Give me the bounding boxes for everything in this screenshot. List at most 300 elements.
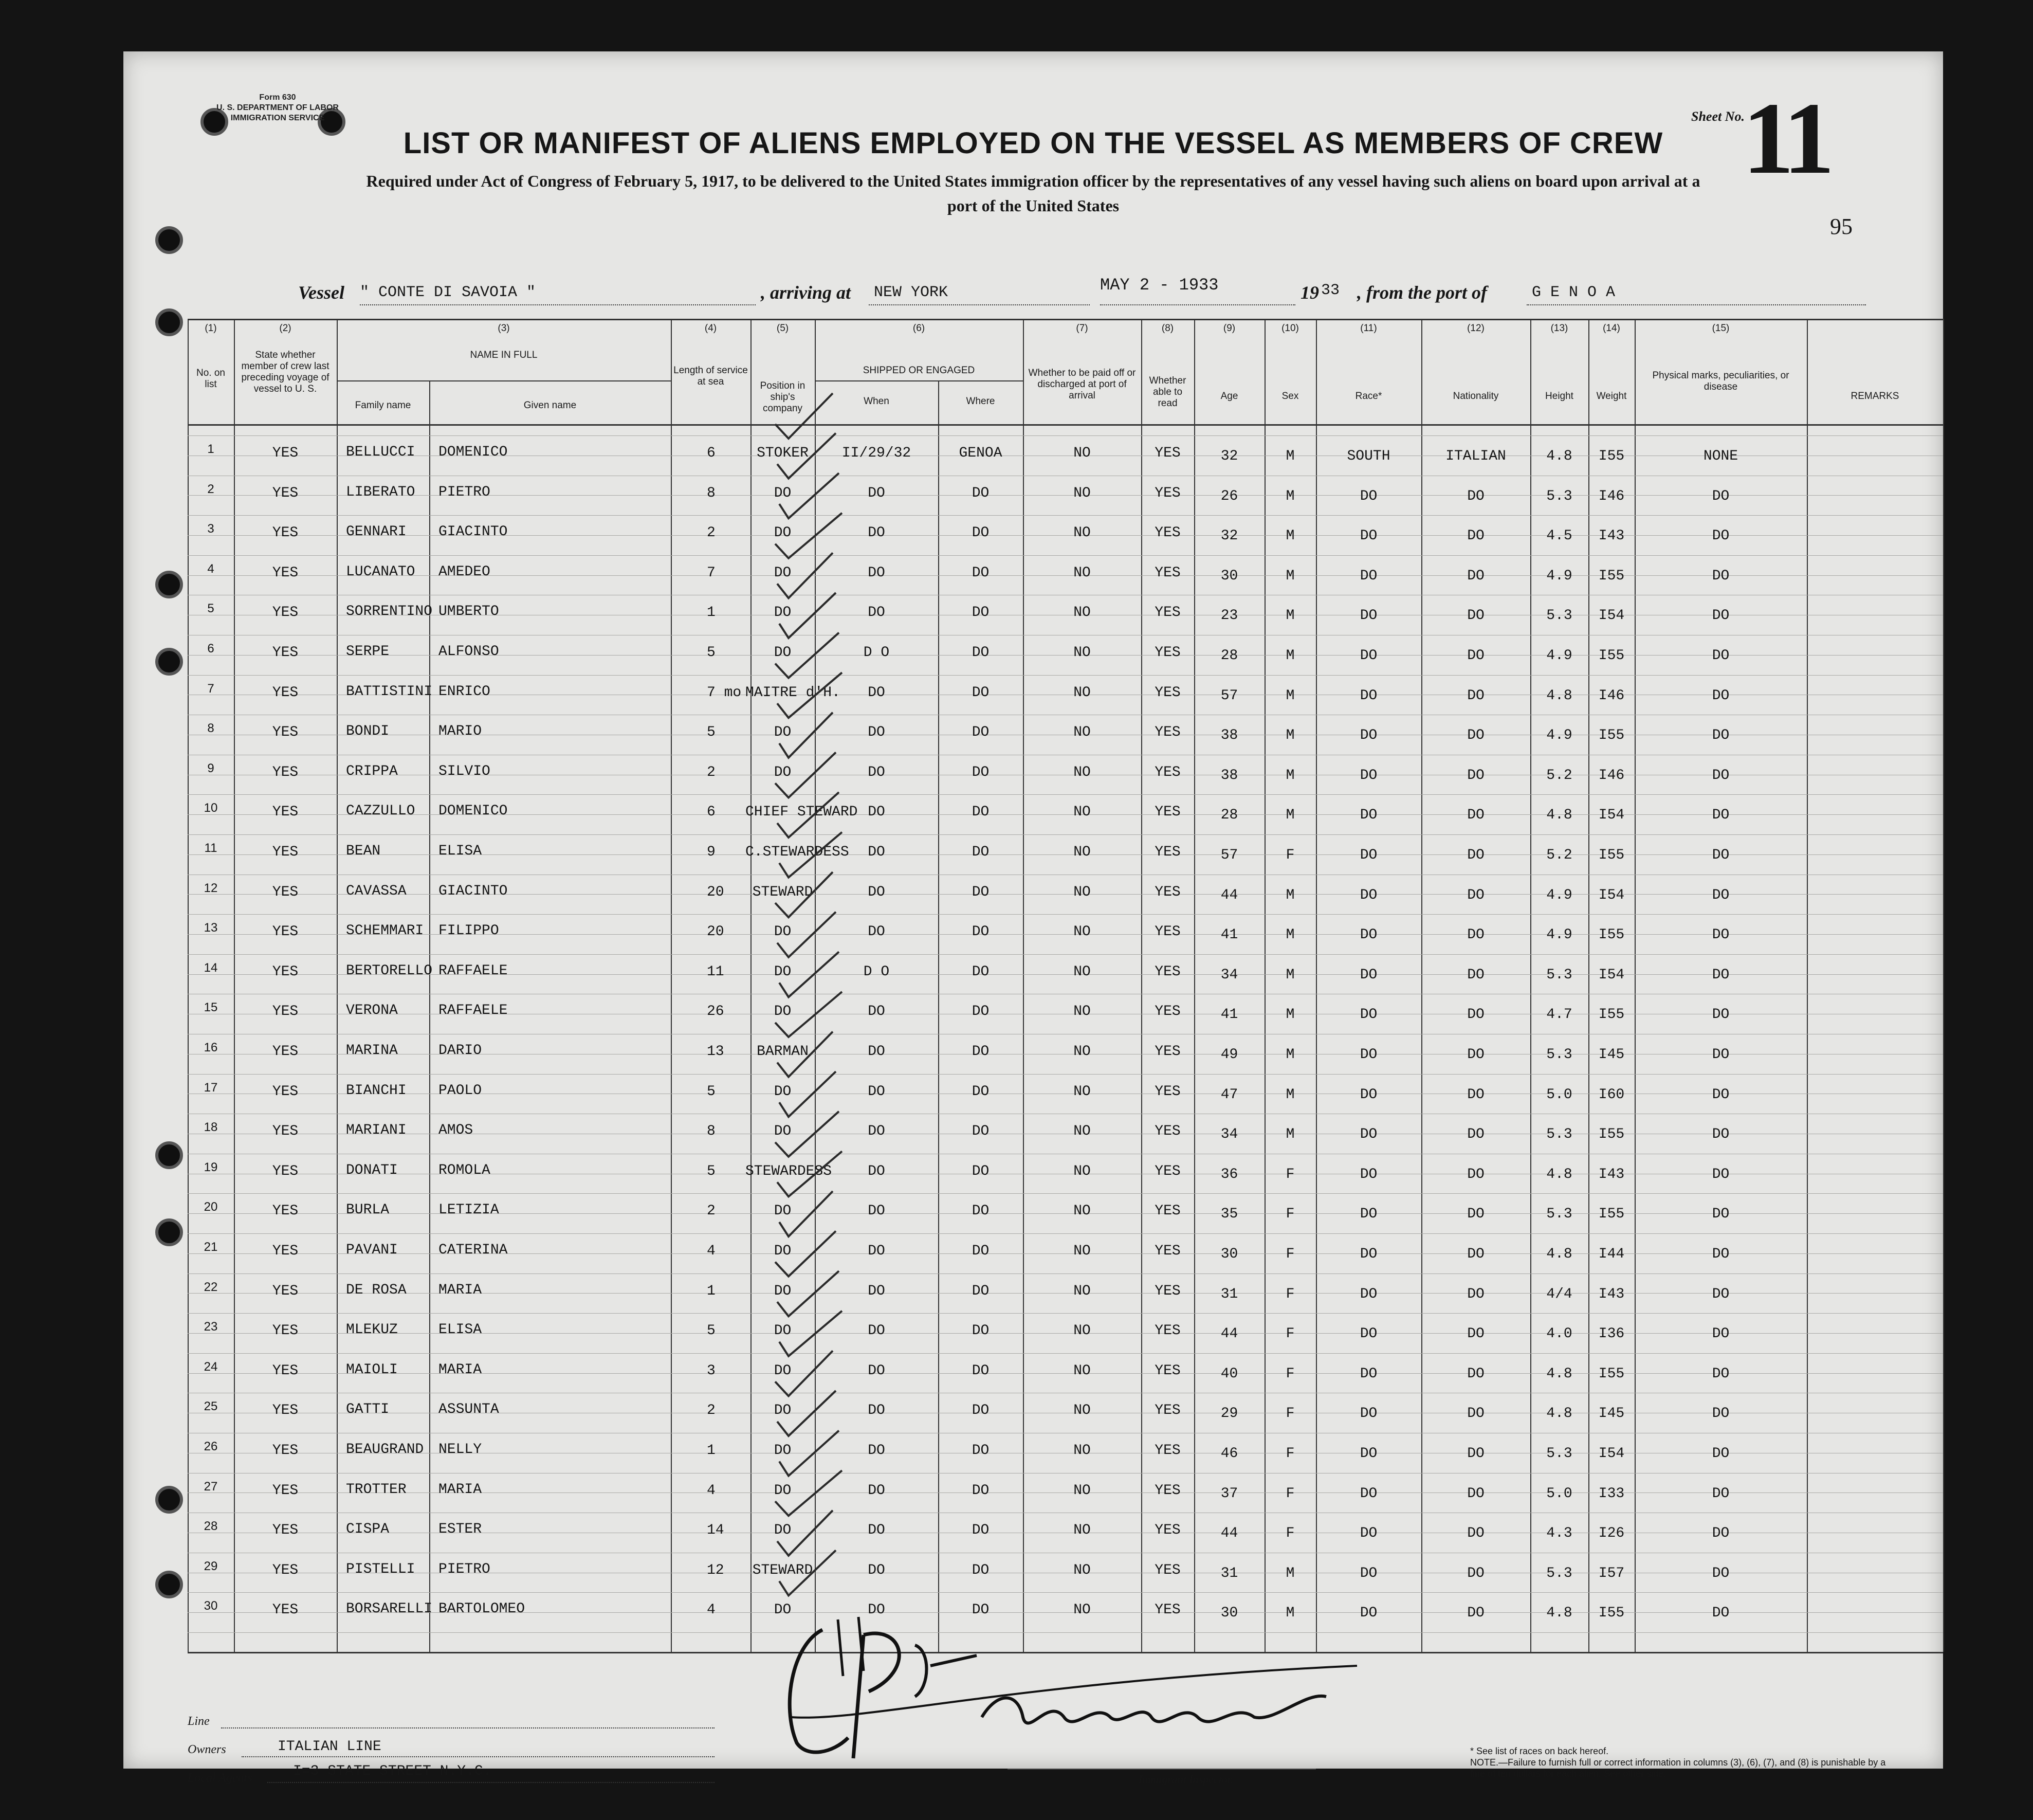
row-number: 25 <box>204 1399 218 1414</box>
able-read: YES <box>1155 1083 1181 1100</box>
given-name: RAFFAELE <box>438 1003 508 1019</box>
position: DO <box>774 1083 792 1100</box>
check-mark <box>779 952 839 997</box>
physical-marks: DO <box>1712 1565 1730 1581</box>
weight: I43 <box>1598 1166 1625 1182</box>
check-mark <box>779 593 836 638</box>
header-height: Height <box>1545 391 1573 402</box>
able-read: YES <box>1155 1044 1181 1060</box>
col-num-11: (11) <box>1360 323 1377 334</box>
races-note: * See list of races on back hereof. <box>1470 1746 1609 1756</box>
race: DO <box>1360 967 1378 983</box>
paid-off: NO <box>1073 605 1091 621</box>
subtitle-line-2: port of the United States <box>947 196 1120 215</box>
col-num-7: (7) <box>1076 323 1088 334</box>
member-status: YES <box>272 1443 299 1459</box>
given-name: GIACINTO <box>438 883 508 899</box>
given-name: DARIO <box>438 1043 482 1059</box>
paid-off: NO <box>1073 1083 1091 1100</box>
check-mark <box>775 872 833 917</box>
header-weight: Weight <box>1596 391 1627 402</box>
weight: I45 <box>1598 1047 1625 1063</box>
race: DO <box>1360 1326 1378 1342</box>
nationality: DO <box>1467 1126 1485 1143</box>
weight: I55 <box>1598 1007 1625 1023</box>
member-status: YES <box>272 1522 299 1539</box>
header-no-on-list: No. on list <box>196 368 225 390</box>
table-row <box>188 604 1943 644</box>
age: 44 <box>1220 887 1238 903</box>
row-number: 16 <box>204 1041 218 1054</box>
race: DO <box>1360 1007 1378 1023</box>
nationality: DO <box>1467 1206 1485 1223</box>
given-name: PIETRO <box>438 1561 490 1577</box>
physical-marks: DO <box>1712 1086 1730 1103</box>
length-service: 20 <box>707 884 724 900</box>
shipped-where: DO <box>972 844 990 860</box>
age: 34 <box>1220 967 1238 983</box>
header-remarks: REMARKS <box>1851 391 1899 402</box>
able-read: YES <box>1155 884 1181 900</box>
paid-off: NO <box>1073 1522 1091 1539</box>
physical-marks: DO <box>1712 1446 1730 1462</box>
height: 5.3 <box>1546 608 1572 624</box>
member-status: YES <box>272 1123 299 1140</box>
department-name: U. S. DEPARTMENT OF LABOR <box>216 103 339 112</box>
weight: I26 <box>1598 1525 1625 1542</box>
height: 4.8 <box>1546 448 1572 464</box>
check-mark <box>777 792 839 838</box>
header-able-read: Whether able to read <box>1149 375 1186 409</box>
col-num-3: (3) <box>498 323 510 334</box>
length-service: 4 <box>707 1602 716 1618</box>
member-status: YES <box>272 1323 299 1339</box>
punch-hole <box>155 571 183 598</box>
member-status: YES <box>272 525 299 541</box>
nationality: DO <box>1467 807 1485 824</box>
height: 5.3 <box>1546 1206 1572 1223</box>
col-num-4: (4) <box>704 323 717 334</box>
family-name: GATTI <box>346 1402 390 1418</box>
member-status: YES <box>272 1602 299 1618</box>
col-num-10: (10) <box>1281 323 1299 334</box>
from-port: G E N O A <box>1532 284 1616 301</box>
given-name: AMEDEO <box>438 563 490 580</box>
shipped-when: DO <box>868 1562 885 1578</box>
given-name: UMBERTO <box>438 604 499 620</box>
position: DO <box>774 1482 792 1499</box>
able-read: YES <box>1155 1123 1181 1140</box>
check-mark <box>775 1351 833 1396</box>
member-status: YES <box>272 445 299 461</box>
sex: F <box>1286 1446 1295 1462</box>
shipped-when: II/29/32 <box>841 445 911 461</box>
row-number: 18 <box>204 1120 218 1135</box>
height: 4.9 <box>1546 887 1572 903</box>
check-mark <box>775 1112 839 1157</box>
able-read: YES <box>1155 804 1181 821</box>
race: DO <box>1360 1047 1378 1063</box>
nationality: DO <box>1467 568 1485 584</box>
shipped-when: DO <box>868 1123 885 1140</box>
height: 4.8 <box>1546 687 1572 704</box>
length-service: 5 <box>707 645 716 661</box>
able-read: YES <box>1155 764 1181 780</box>
age: 46 <box>1220 1446 1238 1462</box>
position: BARMAN <box>757 1044 809 1060</box>
length-service: 2 <box>707 764 716 780</box>
from-label: , from the port of <box>1357 282 1488 303</box>
weight: I55 <box>1598 568 1625 584</box>
line-label: Line <box>188 1715 210 1728</box>
nationality: DO <box>1467 687 1485 704</box>
race: DO <box>1360 1605 1378 1622</box>
shipped-where: DO <box>972 645 990 661</box>
age: 49 <box>1220 1047 1238 1063</box>
able-read: YES <box>1155 1602 1181 1618</box>
row-number: 28 <box>204 1519 218 1534</box>
race: DO <box>1360 648 1378 664</box>
check-mark <box>775 393 833 439</box>
check-mark <box>775 513 842 558</box>
physical-marks: DO <box>1712 1485 1730 1502</box>
sex: F <box>1286 1246 1295 1262</box>
shipped-where: DO <box>972 1482 990 1499</box>
physical-marks: DO <box>1712 1126 1730 1143</box>
position: DO <box>774 565 792 581</box>
sex: M <box>1286 1565 1295 1581</box>
able-read: YES <box>1155 485 1181 501</box>
given-name: BARTOLOMEO <box>438 1601 525 1617</box>
family-name: CAZZULLO <box>346 803 415 820</box>
row-number: 11 <box>204 841 217 855</box>
column-divider <box>1943 319 1944 1652</box>
physical-marks: DO <box>1712 488 1730 504</box>
position: DO <box>774 525 792 541</box>
member-status: YES <box>272 485 299 501</box>
position: DO <box>774 1004 792 1020</box>
physical-marks: DO <box>1712 847 1730 863</box>
shipped-where: DO <box>972 1243 990 1259</box>
header-member-status: State whether member of crew last preceding voyage of vessel to U. S. <box>241 350 329 394</box>
table-row <box>188 1200 1943 1243</box>
check-mark <box>775 752 836 797</box>
shipped-when: D O <box>863 963 890 980</box>
shipped-when: DO <box>868 1602 885 1618</box>
nationality: DO <box>1467 1446 1485 1462</box>
table-row <box>188 1120 1943 1163</box>
nationality: DO <box>1467 608 1485 624</box>
row-guide-line <box>188 435 1943 436</box>
given-name: ESTER <box>438 1521 482 1538</box>
physical-marks: DO <box>1712 727 1730 744</box>
table-row <box>188 442 1943 485</box>
header-name-in-full: NAME IN FULL <box>470 350 538 360</box>
shipped-where: DO <box>972 804 990 821</box>
row-number: 23 <box>204 1320 218 1334</box>
shipped-when: DO <box>868 1482 885 1499</box>
given-name: RAFFAELE <box>438 962 508 979</box>
able-read: YES <box>1155 724 1181 741</box>
age: 38 <box>1220 767 1238 784</box>
race: DO <box>1360 1166 1378 1182</box>
length-service: 1 <box>707 1443 716 1459</box>
physical-marks: DO <box>1712 608 1730 624</box>
sex: F <box>1286 1326 1295 1342</box>
height: 4.7 <box>1546 1007 1572 1023</box>
sex: F <box>1286 1206 1295 1223</box>
height: 4.9 <box>1546 927 1572 943</box>
given-name: PIETRO <box>438 484 490 500</box>
sex: M <box>1286 1126 1295 1143</box>
given-name: CATERINA <box>438 1242 508 1258</box>
header-given-name: Given name <box>523 400 577 411</box>
race: DO <box>1360 528 1378 544</box>
weight: I54 <box>1598 967 1625 983</box>
shipped-when: DO <box>868 1044 885 1060</box>
height: 4.5 <box>1546 528 1572 544</box>
race: DO <box>1360 687 1378 704</box>
paid-off: NO <box>1073 764 1091 780</box>
shipped-when: DO <box>868 1443 885 1459</box>
row-number: 6 <box>207 642 214 656</box>
shipped-where: DO <box>972 1562 990 1578</box>
member-status: YES <box>272 764 299 780</box>
age: 31 <box>1220 1286 1238 1302</box>
family-name: DE ROSA <box>346 1282 407 1298</box>
sex: F <box>1286 1406 1295 1422</box>
given-name: ELISA <box>438 1322 482 1338</box>
age: 47 <box>1220 1086 1238 1103</box>
table-top-border <box>188 319 1943 320</box>
tally-check-marks <box>766 360 972 1645</box>
member-status: YES <box>272 645 299 661</box>
paid-off: NO <box>1073 1403 1091 1419</box>
length-service: 4 <box>707 1243 716 1259</box>
height: 4.0 <box>1546 1326 1572 1342</box>
owners-label: Owners <box>188 1743 226 1756</box>
shipped-when: DO <box>868 1522 885 1539</box>
physical-marks: DO <box>1712 1406 1730 1422</box>
length-service: 7 <box>707 565 716 581</box>
row-number: 20 <box>204 1200 218 1214</box>
sex: F <box>1286 1366 1295 1382</box>
weight: I54 <box>1598 1446 1625 1462</box>
age: 32 <box>1220 448 1238 464</box>
sheet-label: Sheet No. <box>1691 109 1745 124</box>
inspector-label: Immigrant Inspector. <box>1139 1773 1234 1786</box>
length-service: 2 <box>707 1403 716 1419</box>
able-read: YES <box>1155 605 1181 621</box>
col-num-5: (5) <box>776 323 789 334</box>
shipped-when: DO <box>868 684 885 701</box>
weight: I55 <box>1598 1605 1625 1622</box>
height: 5.3 <box>1546 1446 1572 1462</box>
age: 30 <box>1220 1246 1238 1262</box>
age: 36 <box>1220 1166 1238 1182</box>
height: 4.8 <box>1546 1246 1572 1262</box>
row-number: 17 <box>204 1080 218 1095</box>
age: 31 <box>1220 1565 1238 1581</box>
able-read: YES <box>1155 844 1181 860</box>
header-physical-marks: Physical marks, peculiarities, or disease <box>1652 370 1789 392</box>
shipped-when: DO <box>868 605 885 621</box>
sex: M <box>1286 648 1295 664</box>
member-status: YES <box>272 1482 299 1499</box>
row-number: 15 <box>204 1000 218 1015</box>
shipped-where: DO <box>972 1522 990 1539</box>
family-name: DONATI <box>346 1162 398 1178</box>
physical-marks: DO <box>1712 807 1730 824</box>
row-number: 5 <box>207 602 214 616</box>
check-mark <box>779 473 839 518</box>
family-name: CAVASSA <box>346 883 407 899</box>
inspector-signature <box>761 1614 1367 1769</box>
paid-off: NO <box>1073 1243 1091 1259</box>
length-service: 8 <box>707 1123 716 1140</box>
shipped-when: DO <box>868 924 885 940</box>
row-number: 4 <box>207 561 214 576</box>
family-name: PISTELLI <box>346 1561 415 1577</box>
paid-off: NO <box>1073 684 1091 701</box>
sex: M <box>1286 767 1295 784</box>
position: STEWARDESS <box>745 1163 832 1179</box>
name-subheader-line <box>337 380 671 381</box>
race: DO <box>1360 488 1378 504</box>
able-read: YES <box>1155 1522 1181 1539</box>
paid-off: NO <box>1073 1323 1091 1339</box>
given-name: GIACINTO <box>438 524 508 540</box>
height: 5.2 <box>1546 847 1572 863</box>
check-mark <box>777 1510 833 1556</box>
row-number: 7 <box>207 681 214 696</box>
age: 26 <box>1220 488 1238 504</box>
race: DO <box>1360 927 1378 943</box>
age: 34 <box>1220 1126 1238 1143</box>
length-service: 5 <box>707 1323 716 1339</box>
table-row <box>188 1160 1943 1203</box>
weight: I57 <box>1598 1565 1625 1581</box>
shipped-where: DO <box>972 1362 990 1379</box>
height: 5.3 <box>1546 1047 1572 1063</box>
height: 4.8 <box>1546 1366 1572 1382</box>
able-read: YES <box>1155 645 1181 661</box>
family-name: BURLA <box>346 1202 390 1218</box>
physical-marks: DO <box>1712 568 1730 584</box>
height: 4.8 <box>1546 1406 1572 1422</box>
weight: I36 <box>1598 1326 1625 1342</box>
height: 4.3 <box>1546 1525 1572 1542</box>
subtitle-line-1: Required under Act of Congress of February 5, 1917, to be delivered to the United States immigration officer by the representatives of any vessel having such aliens on board upon arrival at a <box>366 172 1700 190</box>
given-name: ELISA <box>438 843 482 859</box>
table-row <box>188 1280 1943 1323</box>
length-service: 5 <box>707 1083 716 1100</box>
length-service: 3 <box>707 1362 716 1379</box>
position: DO <box>774 1203 792 1220</box>
length-service: 1 <box>707 1283 716 1299</box>
paid-off: NO <box>1073 1203 1091 1220</box>
height: 5.0 <box>1546 1086 1572 1103</box>
row-number: 13 <box>204 921 218 935</box>
length-service: 14 <box>707 1522 724 1539</box>
weight: I55 <box>1598 648 1625 664</box>
shipped-when: DO <box>868 485 885 501</box>
shipped-when: DO <box>868 525 885 541</box>
shipped-when: DO <box>868 1323 885 1339</box>
sex: M <box>1286 727 1295 744</box>
nationality: DO <box>1467 1326 1485 1342</box>
physical-marks: DO <box>1712 1286 1730 1302</box>
age: 28 <box>1220 807 1238 824</box>
header-age: Age <box>1220 391 1238 402</box>
table-row <box>188 960 1943 1004</box>
punch-hole <box>155 1141 183 1169</box>
member-status: YES <box>272 1083 299 1100</box>
vessel-name: " CONTE DI SAVOIA " <box>360 284 536 301</box>
paid-off: NO <box>1073 963 1091 980</box>
nationality: DO <box>1467 648 1485 664</box>
col-num-13: (13) <box>1550 323 1568 334</box>
given-name: ALFONSO <box>438 644 499 660</box>
shipped-where: DO <box>972 565 990 581</box>
physical-marks: DO <box>1712 1366 1730 1382</box>
race: SOUTH <box>1347 448 1390 464</box>
member-status: YES <box>272 1163 299 1179</box>
nationality: DO <box>1467 927 1485 943</box>
given-name: MARIA <box>438 1361 482 1378</box>
age: 30 <box>1220 568 1238 584</box>
paid-off: NO <box>1073 525 1091 541</box>
vessel-label: Vessel <box>298 282 344 303</box>
paid-off: NO <box>1073 1362 1091 1379</box>
table-row <box>188 681 1943 724</box>
family-name: CRIPPA <box>346 763 398 779</box>
length-service: 5 <box>707 724 716 741</box>
able-read: YES <box>1155 963 1181 980</box>
nationality: DO <box>1467 1086 1485 1103</box>
height: 4.9 <box>1546 727 1572 744</box>
able-read: YES <box>1155 1362 1181 1379</box>
shipped-where: DO <box>972 724 990 741</box>
age: 38 <box>1220 727 1238 744</box>
nationality: DO <box>1467 767 1485 784</box>
physical-marks: DO <box>1712 1525 1730 1542</box>
family-name: MARIANI <box>346 1122 407 1139</box>
nationality: DO <box>1467 1007 1485 1023</box>
nationality: DO <box>1467 847 1485 863</box>
weight: I44 <box>1598 1246 1625 1262</box>
arriving-port: NEW YORK <box>874 284 948 301</box>
position: DO <box>774 645 792 661</box>
shipped-when: DO <box>868 724 885 741</box>
height: 5.3 <box>1546 488 1572 504</box>
table-row <box>188 801 1943 844</box>
able-read: YES <box>1155 1443 1181 1459</box>
family-name: BERTORELLO <box>346 962 433 979</box>
member-status: YES <box>272 1562 299 1578</box>
header-bottom-border <box>188 424 1943 426</box>
shipped-when: D O <box>863 645 890 661</box>
sex: F <box>1286 847 1295 863</box>
weight: I43 <box>1598 528 1625 544</box>
age: 35 <box>1220 1206 1238 1223</box>
document-subtitle <box>185 169 1881 218</box>
sex: M <box>1286 528 1295 544</box>
given-name: FILIPPO <box>438 923 499 939</box>
nationality: DO <box>1467 1406 1485 1422</box>
nationality: DO <box>1467 1366 1485 1382</box>
family-name: SCHEMMARI <box>346 923 424 939</box>
